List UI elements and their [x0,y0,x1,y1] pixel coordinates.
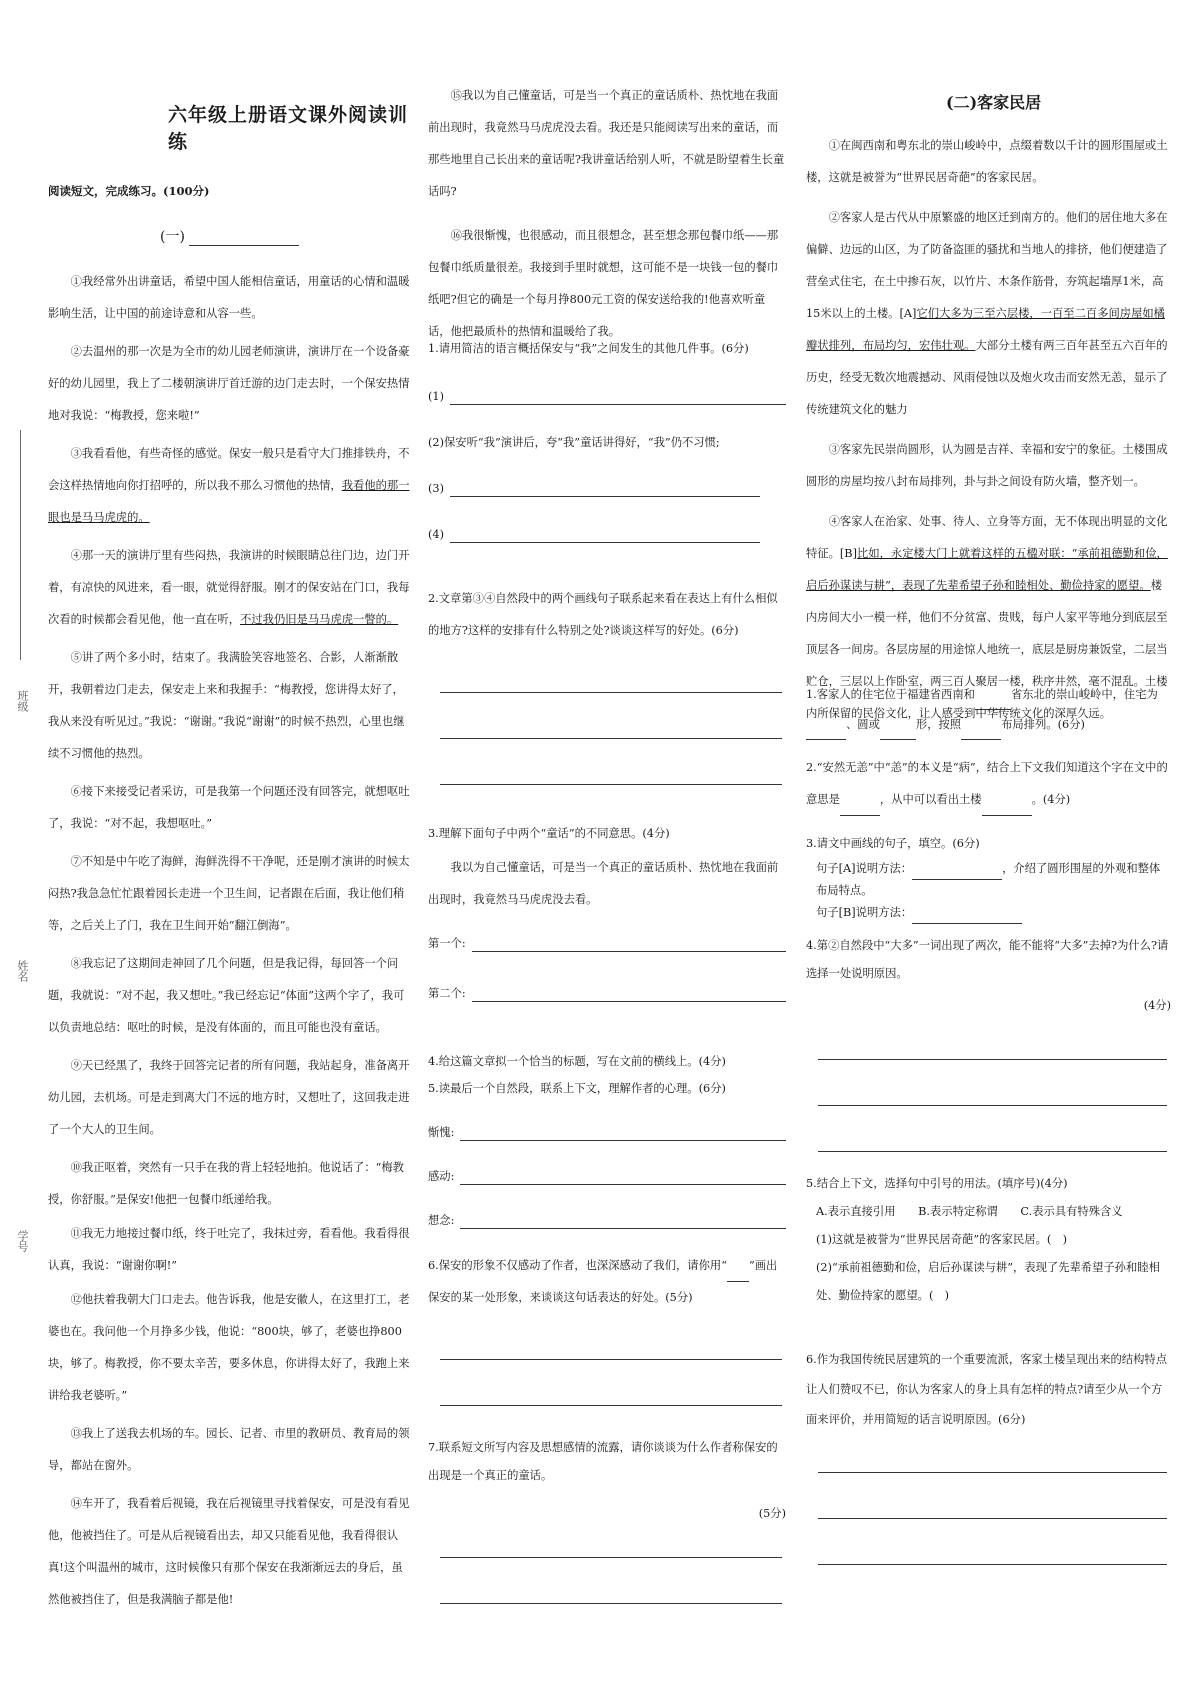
q2-stem: 2.文章第③④自然段中的两个画线句子联系起来看在表达上有什么相似的地方?这样的安排有什么特别之处?谈谈这样写的好处。(6分) [428,592,778,637]
p2q5-stem: 5.结合上下文，选择句中引号的用法。(填序号)(4分) [806,1177,1068,1190]
side-label-number: 学号 [16,1230,29,1252]
q1-answer3[interactable] [450,475,760,497]
p2q3-a-tail: ，介绍了圆形围屋的外观和整体布局特点。 [816,862,1161,897]
part2-text [806,130,1171,730]
binding-line [20,430,21,660]
p2q6-answer-line1[interactable] [818,1445,1167,1473]
p2q3-stem: 3.请文中画线的句子，填空。(6分) [806,837,980,850]
story-p12: ⑫他扶着我朝大门口走去。他告诉我，他是安徽人，在这里打工，老婆也在。我问他一个月挣多少钱，他说：“800块，够了，老婆也挣800块，够了。梅教授，你不要太辛苦，要多休息，你讲得太好了，我跑上来讲给我老婆听。” [48,1293,410,1402]
column-right [806,0,1171,1684]
sentence-b: 比如，永定楼大门上就着这样的五楹对联：“承前祖德勤和俭，启后孙谋读与耕”，表现了先辈希望子孙和睦相处、勤俭持家的愿望。 [806,547,1168,592]
question-7 [428,1434,786,1604]
question-3 [428,820,786,1008]
story-p8: ⑧我忘记了这期间走神回了几个问题，但是我记得，每回答一个问题，我就说：“对不起，我又想吐。”我已经忘记“体面”这两个字了，我可以负责地总结：呕吐的时候，是没有体面的，而且可能也没有童话。 [48,957,405,1034]
part1-heading [160,226,299,246]
story-left [48,266,413,1616]
question-2 [428,583,786,785]
q1-stem: 1.请用简洁的语言概括保安与“我”之间发生的其他几件事。(6分) [428,342,749,355]
p2q1-text-a: 1.客家人的住宅位于福建省西南和 [806,688,975,701]
question-5 [428,1075,786,1235]
p2q6-answer-line2[interactable] [818,1491,1167,1519]
p2q1-text-c: 、圆或 [846,718,880,731]
question-1 [428,335,786,549]
story-right [428,80,786,348]
p2q5-item2: (2)“承前祖德勤和俭，启后孙谋读与耕”，表现了先辈希望子孙和睦相处、勤俭持家的愿望。( ) [816,1261,1160,1302]
p2q3-b-label: 句子[B]说明方法： [816,906,913,919]
q5-field3 [428,1207,786,1235]
underline-sentence-1: 我看他的那一眼也是马马虎虎的。 [48,479,410,524]
q3-quote: 我以为自己懂童话，可是当一个真正的童话质朴、热忱地在我面前出现时，我竟然马马虎虎没去看。 [428,861,779,906]
q5-stem: 5.读最后一个自然段，联系上下文，理解作者的心理。(6分) [428,1082,726,1095]
part1-label: (一) [160,229,185,245]
q5-answer2[interactable] [460,1163,786,1185]
story-p3-text: ③我看看他，有些奇怪的感觉。保安一般只是看守大门推排铁舟，不会这样热情地向你打招呼的，所以我不那么习惯他的热情， [48,447,410,492]
q1-item4 [428,521,786,549]
story-p10: ⑩我正呕着，突然有一只手在我的背上轻轻地拍。他说话了：“梅教授，你舒服。”是保安!他把一包餐巾纸递给我。 [48,1161,404,1206]
q1-item3-label: (3) [428,482,445,495]
q3-stem: 3.理解下面句子中两个“童话”的不同意思。(4分) [428,827,670,840]
q3-answer2[interactable] [472,980,786,1002]
q6-stem [428,1250,786,1314]
part2-p2 [806,202,1171,426]
p2q4-answer-line1[interactable] [818,1032,1167,1060]
q5-field1 [428,1119,786,1147]
story-p13: ⑬我上了送我去机场的车。园长、记者、市里的教研员、教育局的领导，都站在窗外。 [48,1427,410,1472]
q3-field2 [428,980,786,1008]
p2q4-answer-line2[interactable] [818,1078,1167,1106]
q7-stem: 7.联系短文所写内容及思想感情的流露，请你谈谈为什么作者称保安的出现是一个真正的童话。 [428,1441,778,1482]
part2-p2-text: ②客家人是古代从中原繁盛的地区迁到南方的。他们的居住地大多在偏僻、边远的山区，为了防备盗匪的骚扰和当地人的排挤，他们便建造了营垒式住宅，在土中掺石灰，以竹片、木条作筋骨，夯筑起墙厚1米，高15米以上的土楼。[A] [806,211,1168,320]
q5-field2-label: 感动: [428,1170,455,1183]
p2q1-blank4[interactable] [961,724,1001,740]
p2q3-blank-b[interactable] [912,909,1022,924]
p2q5-item1: (1)这就是被誉为“世界民居奇葩”的客家民居。( ) [816,1233,1068,1246]
story-p9: ⑨天已经黑了，我终于回答完记者的所有问题，我站起身，准备离开幼儿园，去机场。可是走到离大门不远的地方时，又想吐了，这回我走进了一个大人的卫生间。 [48,1059,410,1136]
story-p4-text: ④那一天的演讲厅里有些闷热，我演讲的时候眼睛总往门边，边门开着，有凉快的风进来，看一眼，就觉得舒服。刚才的保安站在门口，我每次看的时候都会看见他，他一直在听， [48,549,410,626]
p2q4-score: (4分) [1143,999,1171,1012]
part2-question-3 [806,830,1171,924]
q6-mark-blank [727,1268,749,1282]
part2-p3: ③客家先民崇尚圆形，认为圆是吉祥、幸福和安宁的象征。土楼围成圆形的房屋均按八封布局排列，卦与卦之间设有防火墙，整齐划一。 [806,443,1168,488]
p2q1-text-d: 形，按照 [915,718,962,731]
part2-p4-text: ④客家人在治家、处事、待人、立身等方面，无不体现出明显的文化特征。[B] [806,515,1168,560]
q7-score: (5分) [758,1507,786,1520]
q1-answer1[interactable] [450,383,786,405]
title-blank [189,230,299,246]
p2q1-blank2[interactable] [806,724,846,740]
column-left [48,0,413,1684]
part2-question-6 [806,1345,1171,1565]
part2-p4-tail: 楼内房间大小一模一样，他们不分贫富、贵贱，每户人家平等地分到底层至顶层各一间房。各层房屋的用途惊人地统一，底层是厨房兼饭堂，二层当贮仓，三层以上作卧室，两三百人聚居一楼，秩序井然，毫不混乱。土楼内所保留的民俗文化，让人感受到中华传统文化的深厚久远。 [806,579,1168,720]
story-p1: ①我经常外出讲童话，希望中国人能相信童话，用童话的心情和温暖影响生活，让中国的前途诗意和从容一些。 [48,275,410,320]
part2-p2-tail: 大部分土楼有两三百年甚至五六百年的历史，经受无数次地震撼动、风雨侵蚀以及炮火攻击而安然无恙，显示了传统建筑文化的魅力 [806,339,1168,416]
p2q1-blank1[interactable] [975,694,1011,710]
p2q3-line-b [816,902,1171,924]
story-p4 [48,540,413,636]
story-p3 [48,438,413,534]
story-p6: ⑥接下来接受记者采访，可是我第一个问题还没有回答完，就想呕吐了，我说：“对不起，我想呕吐。” [48,785,410,830]
p2q6-stem: 6.作为我国传统民居建筑的一个重要流派，客家土楼呈现出来的结构特点让人们赞叹不已，你认为客家人的身上具有怎样的特点?请至少从一个方面来评价，并用简短的话言说明原因。(6分) [806,1353,1167,1426]
page-title: 六年级上册语文课外阅读训练 [168,104,409,153]
p2q2-blank2[interactable] [982,800,1032,816]
part2-p1: ①在闽西南和粤东北的崇山峻岭中，点缀着数以千计的圆形围屋或土楼，这就是被誉为“世界民居奇葩”的客家民居。 [806,139,1168,184]
p2q2-text-c: 。(4分) [1031,793,1071,806]
p2q2-text-b: ，从中可以看出土楼 [879,793,982,806]
q6-answer-line2[interactable] [440,1378,782,1406]
q1-answer4[interactable] [450,521,760,543]
q3-answer1[interactable] [472,930,786,952]
q7-answer-line2[interactable] [440,1576,782,1604]
story-p2: ②去温州的那一次是为全市的幼儿园老师演讲，演讲厅在一个设备豪好的幼儿园里，我上了二楼朝演讲厅首迁游的边门走去时，一个保安热情地对我说：“梅教授，您来啦!” [48,345,410,422]
p2q6-answer-line3[interactable] [818,1537,1167,1565]
p2q4-stem: 4.第②自然段中“大多”一词出现了两次，能不能将“大多”去掉?为什么?请选择一处说明原因。 [806,939,1169,980]
q5-answer1[interactable] [460,1119,786,1141]
q5-answer3[interactable] [460,1207,786,1229]
p2q3-a-label: 句子[A]说明方法： [816,862,913,875]
sentence-a: 它们大多为三至六层楼，一百至二百多间房屋如橘瓣状排列，布局均匀，宏伟壮观。 [806,307,1165,352]
instruction: 阅读短文，完成练习。(100分) [48,184,210,198]
part2-question-1 [806,680,1171,740]
p2q5-options: A.表示直接引用 B.表示特定称谓 C.表示具有特殊含义 [816,1205,1123,1218]
p2q1-text-b: 省东北的崇山峻岭中，住宅为 [1010,688,1158,701]
story-p11: ⑪我无力地接过餐巾纸，终于吐完了，我抹过旁，看看他。我看得很认真，我说：“谢谢你啊!” [48,1227,410,1272]
p2q3-blank-a[interactable] [912,865,1002,880]
p2q2-blank1[interactable] [840,800,880,816]
p2q1-text-e: 布局排列。(6分) [1001,718,1085,731]
story-p15: ⑮我以为自己懂童话，可是当一个真正的童话质朴、热忱地在我面前出现时，我竟然马马虎虎没去看。我还是只能阅读写出来的童话，而那些地里自己长出来的童话呢?我讲童话给别人听，不就是盼望着生长童话吗? [428,89,785,198]
story-p16: ⑯我很惭愧，也很感动，而且很想念，甚至想念那包餐巾纸——那包餐巾纸质量很差。我接到手里时就想，这可能不是一块钱一包的餐巾纸吧?但它的确是一个每月挣800元工资的保安送给我的!他喜欢听童话，他把最质朴的热情和温暖给了我。 [428,229,779,338]
q3-field2-label: 第二个: [428,987,466,1000]
p2q2-text-a: 2.“安然无恙”中“恙”的本义是“病”，结合上下文我们知道这个字在文中的意思是 [806,761,1168,806]
part2-question-5 [806,1170,1171,1310]
p2q3-line-a [816,858,1171,902]
q2-answer-line2[interactable] [440,711,782,739]
side-label-name: 姓名 [16,960,29,982]
q1-item1 [428,383,786,411]
p2q2-text [806,752,1171,816]
q1-item2: (2)保安听“我”演讲后，夸“我”童话讲得好，“我”仍不习惯; [428,436,720,449]
story-p5: ⑤讲了两个多小时，结束了。我满脸笑容地签名、合影，人渐渐散开，我朝着边门走去，保安走上来和我握手：“梅教授，您讲得太好了，我从来没有听见过。”我说：“谢谢。”我说“谢谢”的时候不热烈，心里也继续不习惯他的热烈。 [48,651,405,760]
q2-answer-line1[interactable] [440,665,782,693]
side-label-class: 班级 [16,690,29,712]
column-middle [428,0,786,1684]
part2-title: (二)客家民居 [946,93,1042,112]
q3-field1 [428,930,786,958]
q6-answer-line1[interactable] [440,1332,782,1360]
q5-field3-label: 想念: [428,1214,455,1227]
q1-item1-label: (1) [428,390,445,403]
q6-text-a: 6.保安的形象不仅感动了作者，也深深感动了我们，请你用“ [428,1259,727,1272]
question-4: 4.给这篇文章拟一个恰当的标题，写在文前的横线上。(4分) [428,1055,726,1068]
question-6 [428,1250,786,1406]
q6-text-b: ”画出保安的某一处形象，来谈谈这句话表达的好处。(5分) [428,1259,778,1304]
story-p7: ⑦不知是中午吃了海鲜，海鲜洗得不干净呢，还是刚才演讲的时候太闷热?我急急忙忙跟着园长走进一个卫生间，记者跟在后面，我让他们稍等，之后关上了门，我在卫生间开始“翻江倒海”。 [48,855,410,932]
q1-item3 [428,475,786,503]
p2q4-answer-line3[interactable] [818,1124,1167,1152]
part2-question-2 [806,752,1171,816]
story-p14: ⑭车开了，我看着后视镜，我在后视镜里寻找着保安，可是没有看见他，他被挡住了。可是从后视镜看出去，却又只能看见他，我看得很认真!这个叫温州的城市，这时候像只有那个保安在我渐渐远去的身后，虽然他被挡住了，但是我满脑子都是他! [48,1497,410,1606]
part2-question-4 [806,932,1171,1152]
q7-answer-line1[interactable] [440,1530,782,1558]
p2q1-blank3[interactable] [880,724,916,740]
q5-field1-label: 惭愧: [428,1126,455,1139]
p2q1-text [806,680,1171,740]
q2-answer-line3[interactable] [440,757,782,785]
q1-item4-label: (4) [428,528,445,541]
q5-field2 [428,1163,786,1191]
q3-field1-label: 第一个: [428,937,466,950]
underline-sentence-2: 不过我仍旧是马马虎虎一瞥的。 [240,613,399,626]
